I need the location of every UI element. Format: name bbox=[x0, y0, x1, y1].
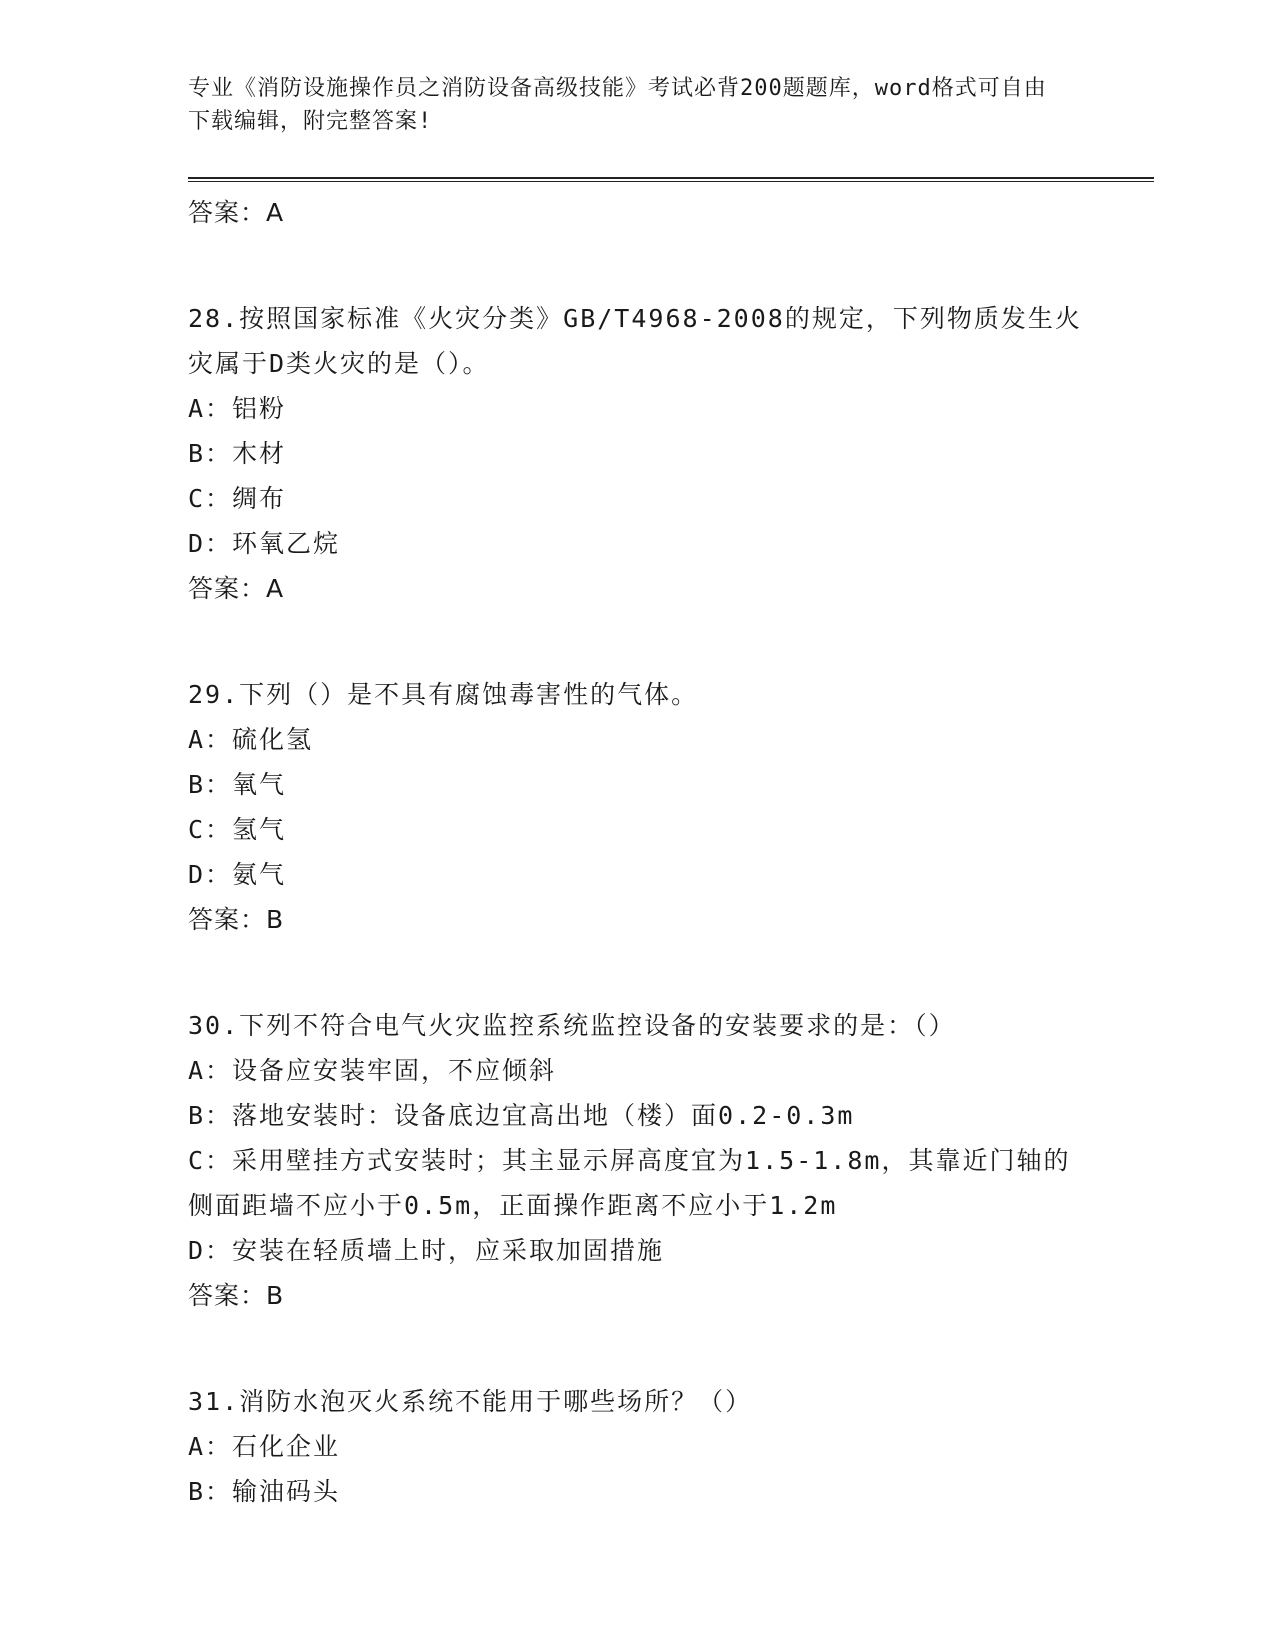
option-a: A：铝粉 bbox=[188, 394, 287, 423]
option-c: C：氢气 bbox=[188, 815, 287, 844]
answer-line: 答案：B bbox=[188, 1281, 285, 1310]
option-a: A：设备应安装牢固，不应倾斜 bbox=[188, 1056, 557, 1085]
option-a: A：硫化氢 bbox=[188, 725, 314, 754]
question-list bbox=[188, 190, 1088, 1514]
option-a: A：石化企业 bbox=[188, 1432, 341, 1461]
question-text: 28.按照国家标准《火灾分类》GB/T4968-2008的规定，下列物质发生火灾属于D类火灾的是（）。 bbox=[188, 304, 1082, 378]
answer-line: 答案：A bbox=[188, 574, 285, 603]
question-item bbox=[188, 672, 1088, 943]
option-c: C：绸布 bbox=[188, 484, 287, 513]
answer-line: 答案：A bbox=[188, 198, 285, 227]
answer-line: 答案：B bbox=[188, 905, 285, 934]
question-text: 30.下列不符合电气火灾监控系统监控设备的安装要求的是：（） bbox=[188, 1011, 956, 1040]
option-d: D：安装在轻质墙上时，应采取加固措施 bbox=[188, 1236, 665, 1265]
option-b: B：木材 bbox=[188, 439, 287, 468]
header-divider bbox=[188, 177, 1154, 182]
option-d: D：氨气 bbox=[188, 860, 287, 889]
option-d: D：环氧乙烷 bbox=[188, 529, 341, 558]
question-item bbox=[188, 1379, 1088, 1514]
option-c: C：采用壁挂方式安装时；其主显示屏高度宜为1.5-1.8m，其靠近门轴的侧面距墙不应小于0.5m，正面操作距离不应小于1.2m bbox=[188, 1146, 1071, 1220]
question-item bbox=[188, 296, 1088, 612]
question-text: 31.消防水泡灭火系统不能用于哪些场所？（） bbox=[188, 1387, 753, 1416]
option-b: B：落地安装时：设备底边宜高出地（楼）面0.2-0.3m bbox=[188, 1101, 855, 1130]
option-b: B：输油码头 bbox=[188, 1477, 341, 1506]
document-header: 专业《消防设施操作员之消防设备高级技能》考试必背200题题库，word格式可自由下载编辑，附完整答案! bbox=[188, 76, 1047, 134]
question-text: 29.下列（）是不具有腐蚀毒害性的气体。 bbox=[188, 680, 699, 709]
option-b: B：氧气 bbox=[188, 770, 287, 799]
question-item bbox=[188, 1003, 1088, 1319]
